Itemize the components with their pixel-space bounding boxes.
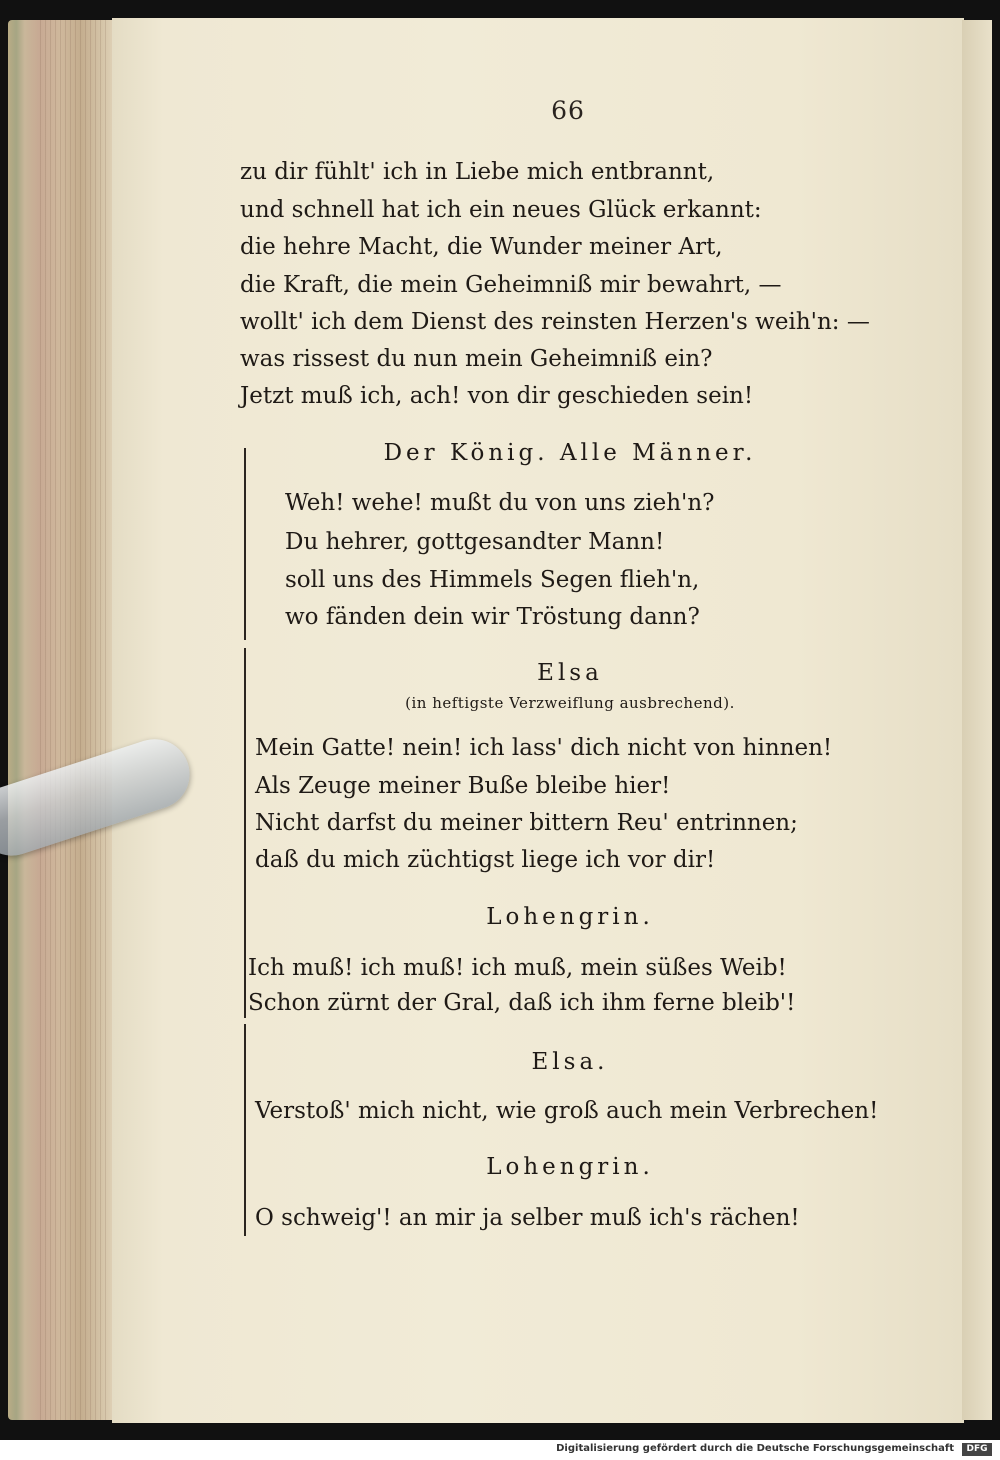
verse-line: Als Zeuge meiner Buße bleibe hier! <box>255 773 671 799</box>
speaker-heading: Elsa <box>537 660 603 686</box>
verse-line: die hehre Macht, die Wunder meiner Art, <box>240 234 723 260</box>
speaker-heading: Der König. Alle Männer. <box>383 440 757 466</box>
verse-line: Ich muß! ich muß! ich muß, mein süßes Weib! <box>248 955 787 981</box>
verse-line: Mein Gatte! nein! ich lass' dich nicht von hinnen! <box>255 735 833 761</box>
verse-line: Nicht darfst du meiner bittern Reu' entrinnen; <box>255 810 798 836</box>
verse-line: soll uns des Himmels Segen flieh'n, <box>285 567 700 593</box>
dfg-logo-icon: DFG <box>962 1443 992 1456</box>
verse-line: Weh! wehe! mußt du von uns zieh'n? <box>285 490 715 516</box>
verse-line: die Kraft, die mein Geheimniß mir bewahrt, — <box>240 272 782 298</box>
stage-direction: (in heftigste Verzweiflung ausbrechend). <box>405 694 735 712</box>
verse-line: Verstoß' mich nicht, wie groß auch mein Verbrechen! <box>255 1098 879 1124</box>
verse-line: O schweig'! an mir ja selber muß ich's rächen! <box>255 1205 800 1231</box>
verse-line: was rissest du nun mein Geheimniß ein? <box>240 346 713 372</box>
verse-line: wo fänden dein wir Tröstung dann? <box>285 604 700 630</box>
verse-line: und schnell hat ich ein neues Glück erkannt: <box>240 197 762 223</box>
speaker-heading: Lohengrin. <box>486 1154 654 1180</box>
speaker-heading: Lohengrin. <box>486 904 654 930</box>
page-number: 66 <box>551 96 585 125</box>
speaker-heading: Elsa. <box>531 1049 609 1075</box>
verse-line: Du hehrer, gottgesandter Mann! <box>285 529 665 555</box>
verse-line: zu dir fühlt' ich in Liebe mich entbrannt, <box>240 159 715 185</box>
verse-line: Jetzt muß ich, ach! von dir geschieden sein! <box>240 383 754 409</box>
footer-credit: Digitalisierung gefördert durch die Deutsche Forschungsgemeinschaft <box>556 1443 954 1454</box>
facing-page-edge <box>962 20 992 1420</box>
footer-bar <box>0 1440 1000 1460</box>
page-edge-lines <box>40 20 110 1420</box>
verse-line: Schon zürnt der Gral, daß ich ihm ferne bleib'! <box>248 990 796 1016</box>
speaker-bracket <box>244 448 246 640</box>
verse-line: wollt' ich dem Dienst des reinsten Herzen's weih'n: — <box>240 309 870 335</box>
verse-line: daß du mich züchtigst liege ich vor dir! <box>255 847 716 873</box>
